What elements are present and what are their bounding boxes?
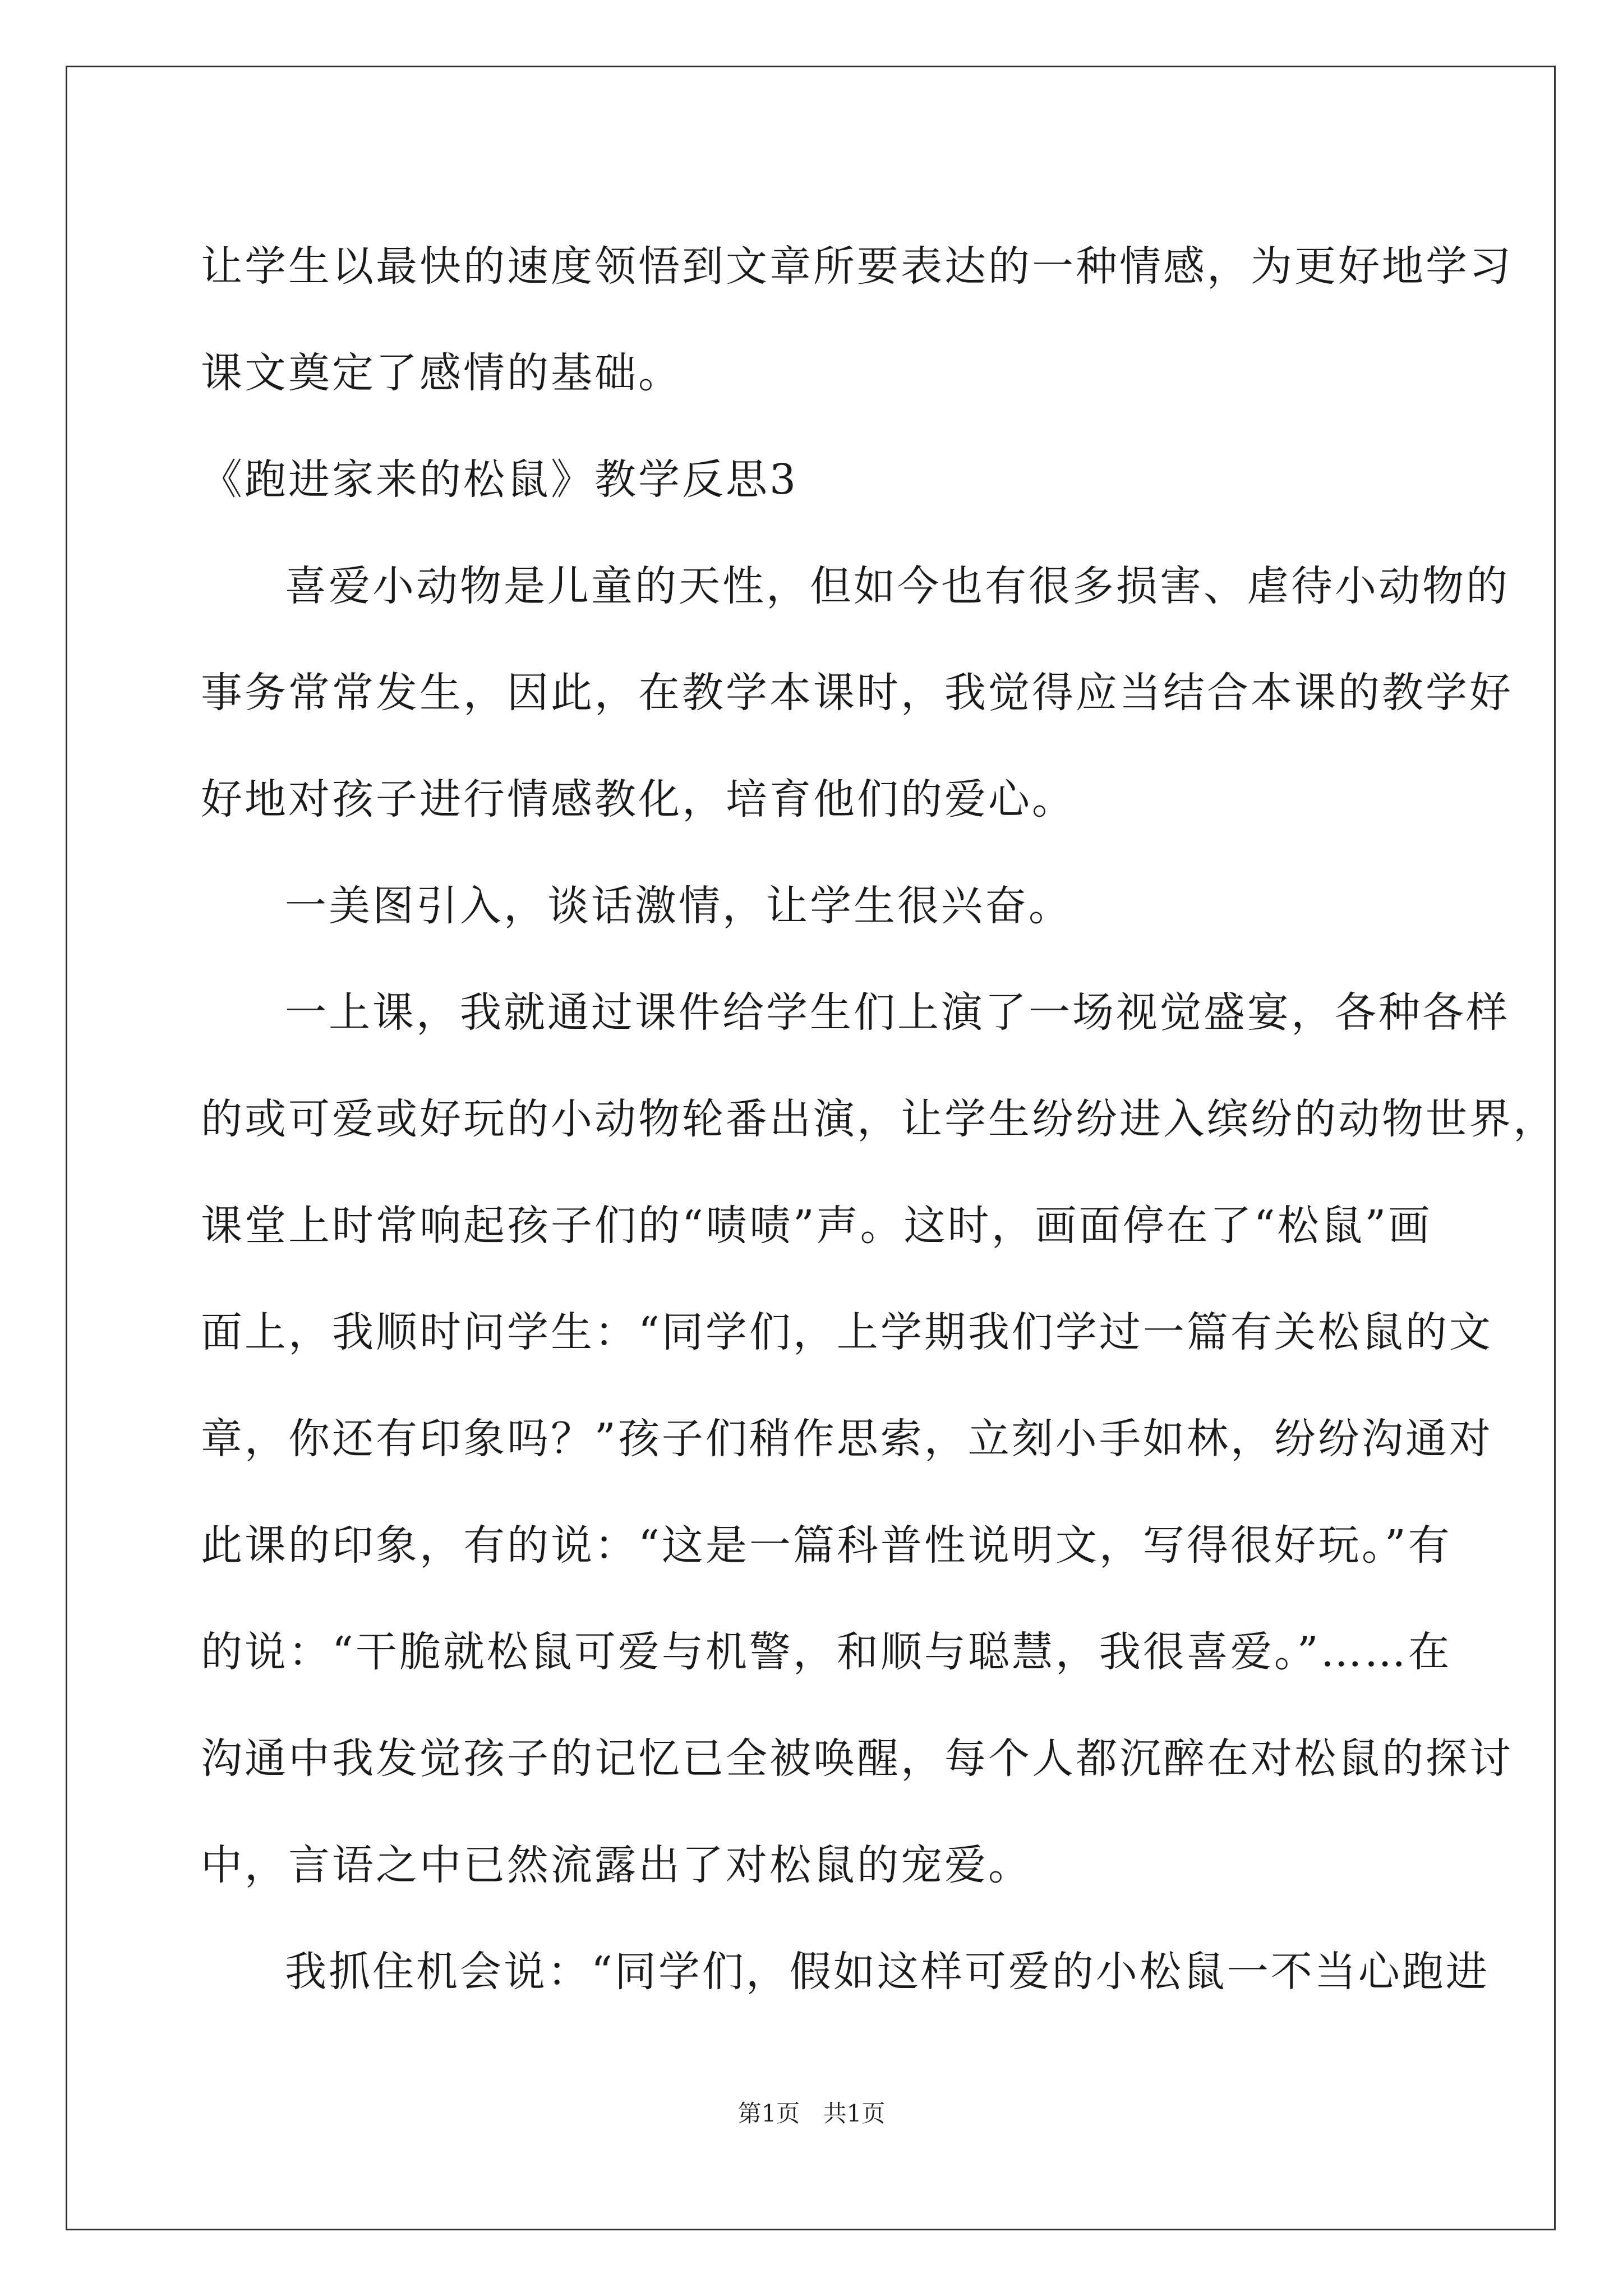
- page-number: 第1页: [737, 2100, 800, 2127]
- section-heading: 《跑进家来的松鼠》教学反思3: [201, 455, 799, 504]
- text-line: 章，你还有印象吗？”孩子们稍作思索，立刻小手如林，纷纷沟通对: [201, 1415, 1493, 1463]
- text-line: 课堂上时常响起孩子们的“啧啧”声。这时，画面停在了“松鼠”画: [201, 1202, 1432, 1250]
- text-line: 课文奠定了感情的基础。: [201, 349, 682, 397]
- text-line: 面上，我顺时问学生：“同学们，上学期我们学过一篇有关松鼠的文: [201, 1308, 1493, 1356]
- paragraph-start: 一美图引入，谈话激情，让学生很兴奋。: [285, 882, 1072, 930]
- text-line: 沟通中我发觉孩子的记忆已全被唤醒，每个人都沉醉在对松鼠的探讨: [201, 1734, 1513, 1783]
- paragraph-start: 喜爱小动物是儿童的天性，但如今也有很多损害、虐待小动物的: [285, 562, 1510, 610]
- text-line: 此课的印象，有的说：“这是一篇科普性说明文，写得很好玩。”有: [201, 1521, 1452, 1570]
- text-line: 事务常常发生，因此，在教学本课时，我觉得应当结合本课的教学好: [201, 669, 1513, 717]
- paragraph-start: 一上课，我就通过课件给学生们上演了一场视觉盛宴，各种各样: [285, 988, 1510, 1037]
- text-line: 的或可爱或好玩的小动物轮番出演，让学生纷纷进入缤纷的动物世界，: [201, 1095, 1557, 1143]
- text-line: 中，言语之中已然流露出了对松鼠的宠爱。: [201, 1841, 1032, 1889]
- paragraph-start: 我抓住机会说：“同学们，假如这样可爱的小松鼠一不当心跑进: [285, 1948, 1490, 1996]
- text-line: 好地对孩子进行情感教化，培育他们的爱心。: [201, 775, 1076, 823]
- text-line: 让学生以最快的速度领悟到文章所要表达的一种情感，为更好地学习: [201, 242, 1513, 291]
- text-line: 的说：“干脆就松鼠可爱与机警，和顺与聪慧，我很喜爱。”……在: [201, 1628, 1452, 1676]
- page-total: 共1页: [823, 2100, 886, 2127]
- document-body: [201, 213, 1557, 2025]
- page-footer: [0, 2097, 1623, 2131]
